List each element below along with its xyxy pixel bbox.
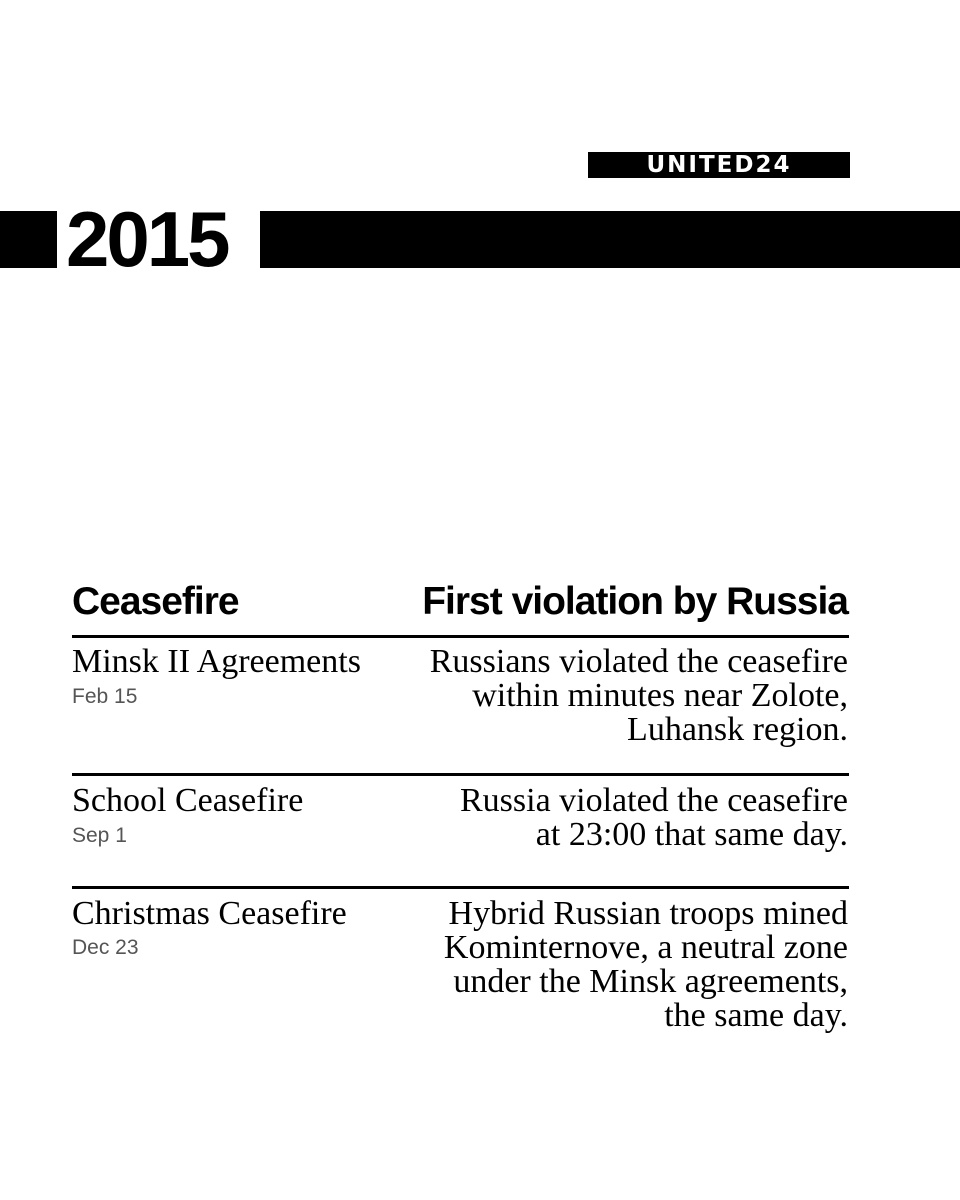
row-3-violation [378, 897, 848, 1033]
row-1-date: Feb 15 [72, 685, 138, 708]
row-2-violation [378, 784, 848, 852]
row-3-violation-line: Hybrid Russian troops mined [448, 895, 848, 932]
row-3-violation-line: the same day. [664, 997, 848, 1034]
row-divider [72, 886, 849, 889]
year-bar-right [260, 211, 960, 268]
header-divider [72, 635, 849, 638]
row-1-violation-line: Luhansk region. [627, 711, 848, 748]
year-title: 2015 [66, 195, 228, 283]
row-2-violation-line: Russia violated the ceasefire [459, 782, 848, 819]
violation-column-header: First violation by Russia [422, 580, 848, 623]
row-2-ceasefire-name: School Ceasefire [72, 782, 304, 819]
row-1-violation-line: Russians violated the ceasefire [429, 643, 848, 680]
row-1-violation [378, 645, 848, 747]
row-divider [72, 773, 849, 776]
row-1-ceasefire-name: Minsk II Agreements [72, 643, 361, 680]
row-3-ceasefire-name: Christmas Ceasefire [72, 895, 347, 932]
row-1-violation-line: within minutes near Zolote, [472, 677, 848, 714]
row-3-violation-line: Kominternove, a neutral zone [443, 929, 848, 966]
year-bar-left [0, 211, 57, 268]
row-2-violation-line: at 23:00 that same day. [535, 816, 848, 853]
united24-logo [588, 152, 850, 178]
row-2-date: Sep 1 [72, 824, 127, 847]
ceasefire-column-header: Ceasefire [72, 580, 239, 623]
logo-text: UNITED24 [646, 151, 792, 178]
row-3-date: Dec 23 [72, 936, 139, 959]
row-3-violation-line: under the Minsk agreements, [453, 963, 848, 1000]
